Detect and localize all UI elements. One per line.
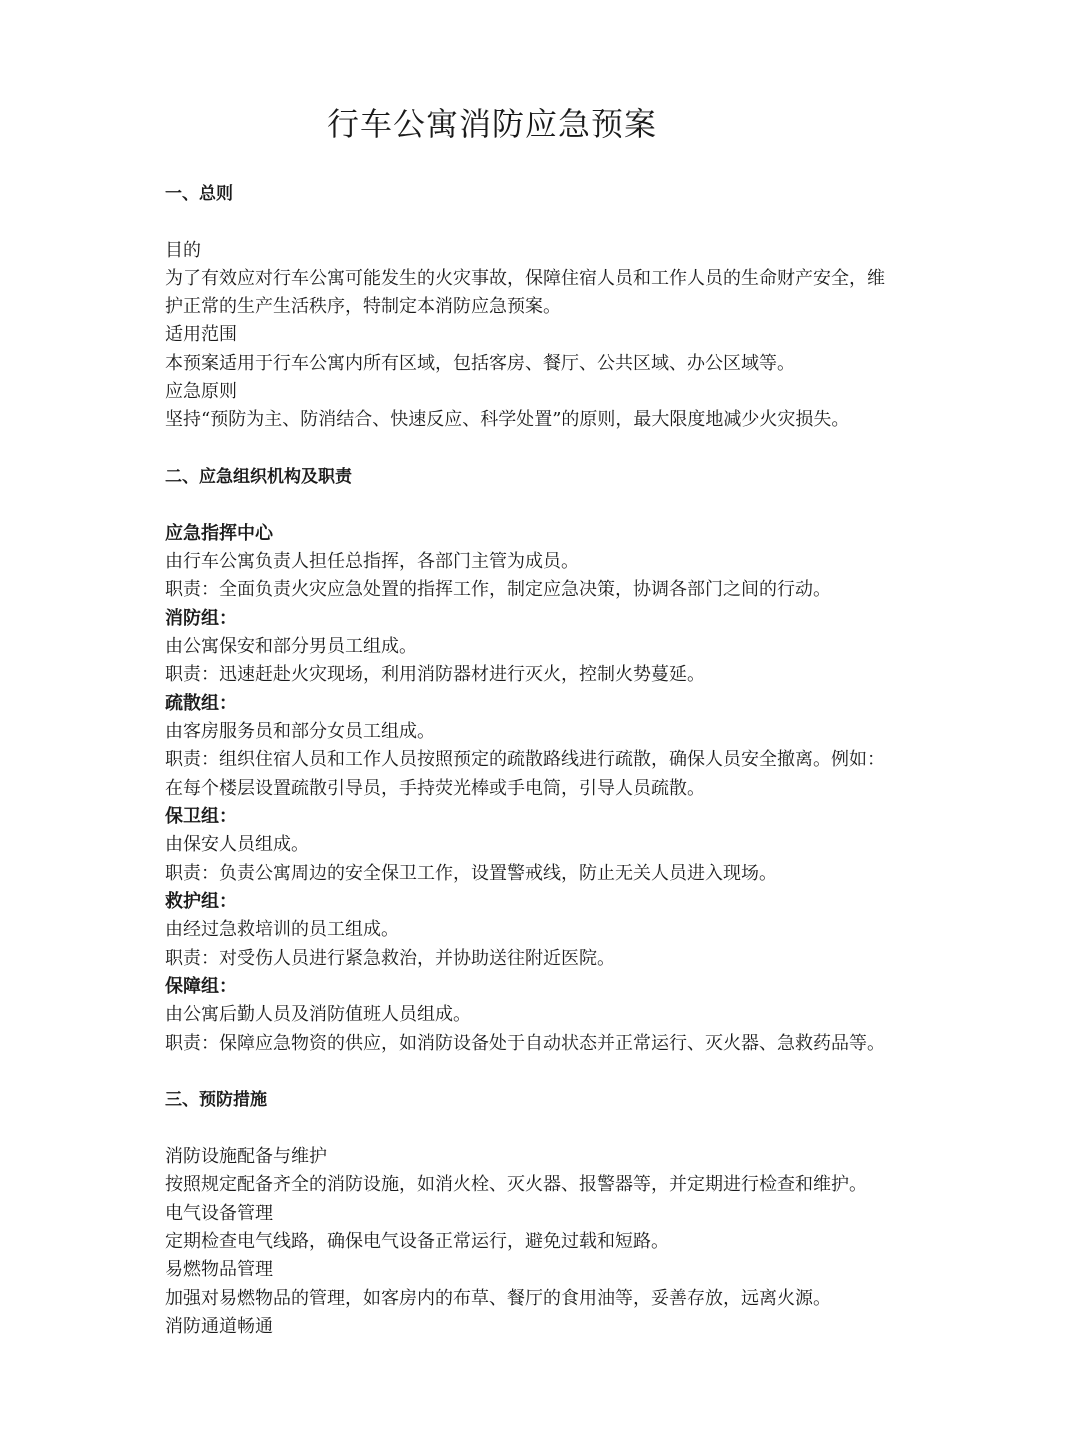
section-heading-general: 一、总则 (165, 184, 233, 204)
paragraph-line: 由行车公寓负责人担任总指挥，各部门主管为成员。 (165, 551, 579, 572)
paragraph-line: 定期检查电气线路，确保电气设备正常运行，避免过载和短路。 (165, 1231, 669, 1252)
paragraph-line: 职责：迅速赶赴火灾现场，利用消防器材进行灭火，控制火势蔓延。 (165, 664, 705, 685)
paragraph-line: 由经过急救培训的员工组成。 (165, 919, 399, 940)
paragraph-line: 护正常的生产生活秩序，特制定本消防应急预案。 (165, 296, 561, 317)
page-title: 行车公寓消防应急预案 (326, 105, 657, 143)
paragraph-line: 职责：负责公寓周边的安全保卫工作，设置警戒线，防止无关人员进入现场。 (165, 863, 777, 884)
paragraph-line: 在每个楼层设置疏散引导员，手持荧光棒或手电筒，引导人员疏散。 (165, 778, 705, 799)
subheading-principle: 应急原则 (165, 381, 237, 402)
subheading-flammables: 易燃物品管理 (165, 1259, 273, 1280)
group-heading-security-team: 保卫组： (165, 806, 237, 827)
group-heading-command-center: 应急指挥中心 (165, 523, 273, 544)
subheading-electrical: 电气设备管理 (165, 1203, 273, 1224)
subheading-facilities: 消防设施配备与维护 (165, 1146, 327, 1167)
paragraph-line: 为了有效应对行车公寓可能发生的火灾事故，保障住宿人员和工作人员的生命财产安全，维 (165, 268, 885, 289)
paragraph-line: 职责：组织住宿人员和工作人员按照预定的疏散路线进行疏散，确保人员安全撤离。例如： (165, 749, 885, 770)
paragraph-line: 加强对易燃物品的管理，如客房内的布草、餐厅的食用油等，妥善存放，远离火源。 (165, 1288, 831, 1309)
paragraph-line: 本预案适用于行车公寓内所有区域，包括客房、餐厅、公共区域、办公区域等。 (165, 353, 795, 374)
paragraph-line: 由公寓后勤人员及消防值班人员组成。 (165, 1004, 471, 1025)
paragraph-line: 职责：对受伤人员进行紧急救治，并协助送往附近医院。 (165, 948, 615, 969)
paragraph-line: 按照规定配备齐全的消防设施，如消火栓、灭火器、报警器等，并定期进行检查和维护。 (165, 1174, 867, 1195)
section-heading-organization: 二、应急组织机构及职责 (165, 467, 352, 487)
paragraph-line: 坚持“预防为主、防消结合、快速反应、科学处置”的原则，最大限度地减少火灾损失。 (165, 409, 850, 430)
paragraph-line: 由保安人员组成。 (165, 834, 309, 855)
paragraph-line: 职责：保障应急物资的供应，如消防设备处于自动状态并正常运行、灭火器、急救药品等。 (165, 1033, 885, 1054)
subheading-purpose: 目的 (165, 240, 201, 261)
paragraph-line: 职责：全面负责火灾应急处置的指挥工作，制定应急决策，协调各部门之间的行动。 (165, 579, 831, 600)
subheading-fire-exits: 消防通道畅通 (165, 1316, 273, 1337)
group-heading-evacuation-team: 疏散组： (165, 693, 237, 714)
paragraph-line: 由客房服务员和部分女员工组成。 (165, 721, 435, 742)
group-heading-fire-team: 消防组： (165, 608, 237, 629)
section-heading-prevention: 三、预防措施 (165, 1090, 267, 1110)
paragraph-line: 由公寓保安和部分男员工组成。 (165, 636, 417, 657)
subheading-scope: 适用范围 (165, 324, 237, 345)
group-heading-support-team: 保障组： (165, 976, 237, 997)
group-heading-rescue-team: 救护组： (165, 891, 237, 912)
